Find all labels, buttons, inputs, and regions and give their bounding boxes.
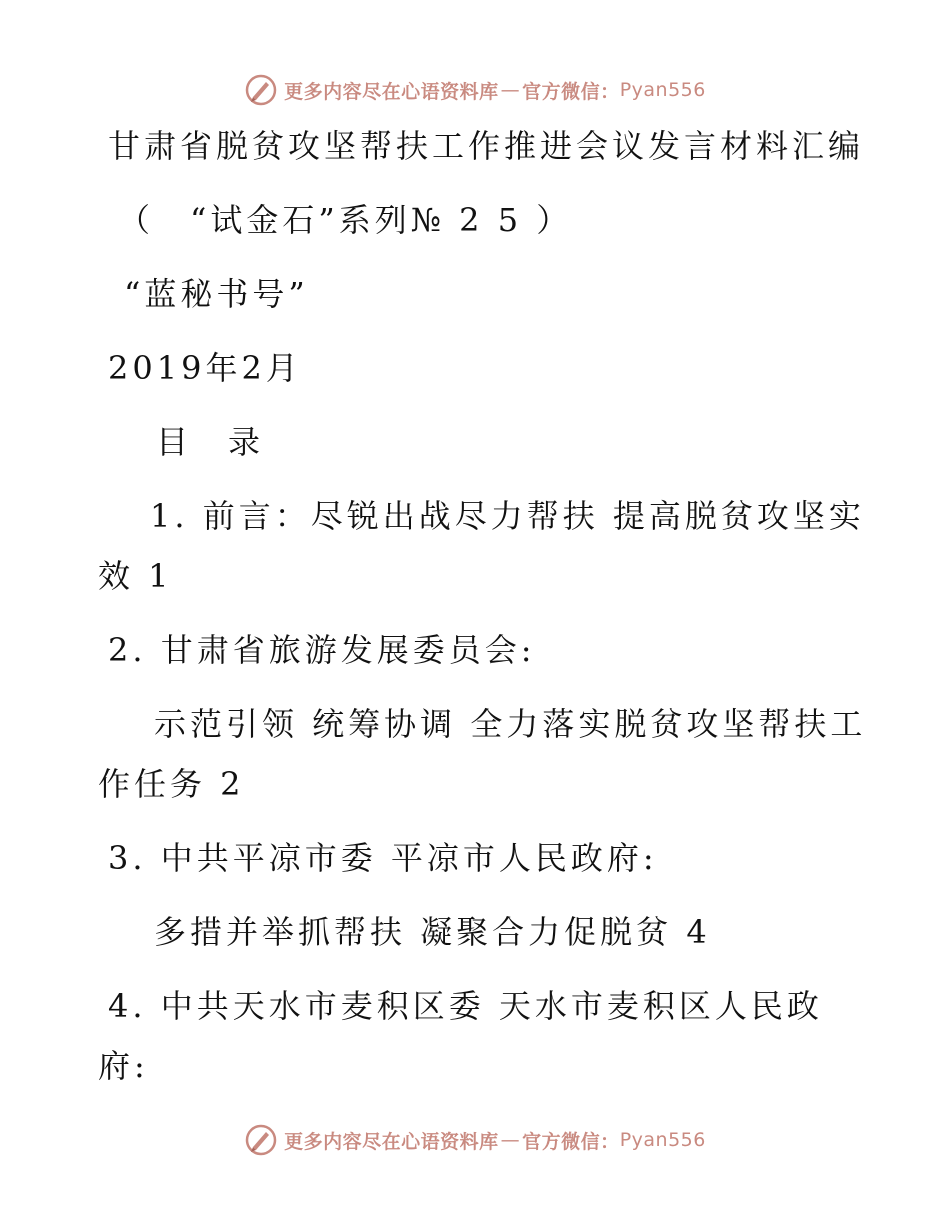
toc-entry-2-line3: 作任务 2 <box>98 765 245 803</box>
watermark-channel: 官方微信： <box>522 1130 620 1153</box>
watermark-text: 更多内容尽在心语资料库 <box>284 80 499 103</box>
toc-heading: 目 录 <box>156 423 265 461</box>
watermark-top <box>0 72 950 108</box>
pen-seal-icon <box>244 73 278 107</box>
toc-entry-4-line2: 府: <box>98 1047 149 1085</box>
toc-entry-3-line1: 3. 中共平凉市委 平凉市人民政府: <box>108 839 658 877</box>
series-label: （ “试金石”系列№ 2 5 ） <box>118 201 573 239</box>
document-date: 2019年2月 <box>108 349 302 387</box>
watermark-handle: Pyan556 <box>619 79 706 101</box>
toc-entry-1-line1: 1. 前言：尽锐出战尽力帮扶 提高脱贫攻坚实 <box>150 497 865 535</box>
toc-entry-2-line1: 2. 甘肃省旅游发展委员会: <box>108 631 536 669</box>
watermark-channel: 官方微信： <box>522 80 620 103</box>
watermark-separator: — <box>500 1129 521 1151</box>
brand-label: “蓝秘书号” <box>124 275 309 313</box>
toc-entry-3-line2: 多措并举抓帮扶 凝聚合力促脱贫 4 <box>154 913 711 951</box>
watermark-bottom <box>0 1122 950 1158</box>
toc-entry-2-line2: 示范引领 统筹协调 全力落实脱贫攻坚帮扶工 <box>154 705 867 743</box>
watermark-separator: — <box>500 79 521 101</box>
document-title: 甘肃省脱贫攻坚帮扶工作推进会议发言材料汇编 <box>108 127 865 165</box>
toc-entry-1-line2: 效 1 <box>98 557 173 595</box>
pen-seal-icon <box>244 1123 278 1157</box>
toc-entry-4-line1: 4. 中共天水市麦积区委 天水市麦积区人民政 <box>108 987 823 1025</box>
watermark-text: 更多内容尽在心语资料库 <box>284 1130 499 1153</box>
watermark-handle: Pyan556 <box>619 1129 706 1151</box>
